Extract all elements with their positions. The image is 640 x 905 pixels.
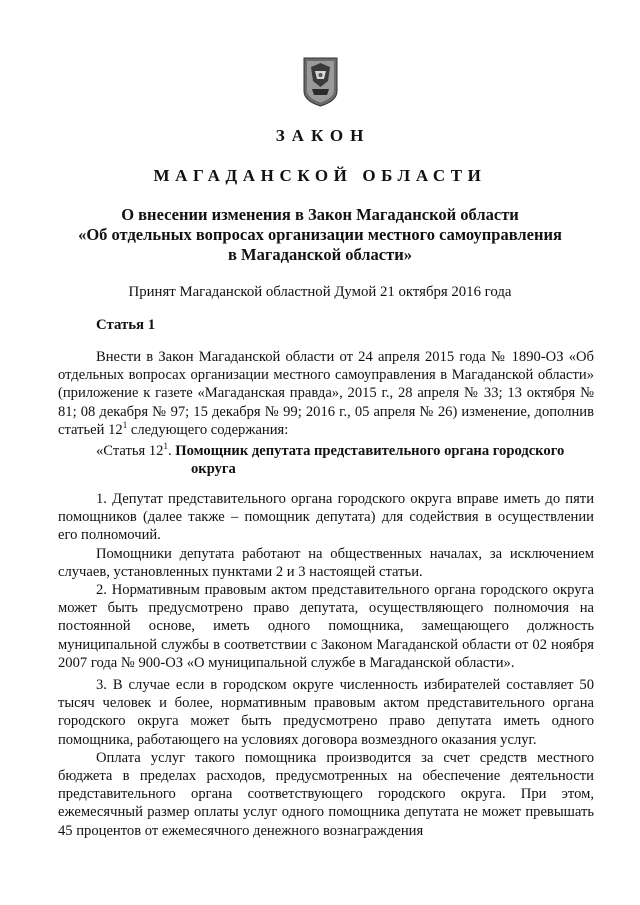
new-article-title-line: округа <box>191 461 236 478</box>
list-item: Помощники депутата работают на общественных началах, за исключением случаев, установленных пунктами 2 и 3 настоящей статьи. <box>58 545 594 580</box>
law-title-line: «Об отдельных вопросах организации местного самоуправления <box>78 225 562 244</box>
list-item: Оплата услуг такого помощника производится за счет средств местного бюджета в пределах расходов, предусмотренных на обеспечение деятельности представительного органа соответствующего городского округа. При этом, ежемесячный размер оплаты услуг одного помощника депутата не может превышать 45 процентов от ежемесячного денежного вознаграждения <box>58 749 594 839</box>
intro-paragraph: Внести в Закон Магаданской области от 24 апреля 2015 года № 1890-ОЗ «Об отдельных вопросах организации местного самоуправления в Магаданской области» (приложение к газете «Магаданская правда», 2015 г., 28 апреля № 33; 13 октября № 81; 08 декабря № 97; 15 декабря № 99; 2016 г., 05 апреля № 26) изменение, дополнив статьей $12^1$ следующего содержания: <box>58 349 594 438</box>
region-title: МАГАДАНСКОЙ ОБЛАСТИ <box>153 166 487 185</box>
list-item: 2. Нормативным правовым актом представительного органа городского округа может быть предусмотрено право депутата, осуществляющего полномочия на постоянной основе, иметь одного помощника, замещающего должность муниципальной службы в соответствии с Законом Магаданской области от 02 ноября 2007 года № 900-ОЗ «О муниципальной службе в Магаданской области». <box>58 582 594 671</box>
adoption-note: Принят Магаданской областной Думой 21 октября 2016 года <box>128 284 512 300</box>
new-article-title <box>58 442 594 478</box>
law-title-line: О внесении изменения в Закон Магаданской области <box>121 205 519 224</box>
law-title <box>60 205 580 265</box>
law-title-line: в Магаданской области» <box>228 245 412 264</box>
article-body <box>58 490 594 840</box>
coat-of-arms-icon <box>303 57 338 107</box>
document-type: ЗАКОН <box>275 126 371 145</box>
list-item: 1. Депутат представительного органа городского округа вправе иметь до пяти помощников (далее также – помощник депутата) для содействия в осуществлении его полномочий. <box>58 491 594 544</box>
new-article-title-line: «Статья $12^1$. Помощник депутата представительного органа городского <box>96 441 565 459</box>
list-item: 3. В случае если в городском округе численность избирателей составляет 50 тысяч человек и более, нормативным правовым актом представительного органа городского округа может быть предусмотрено право депутата иметь одного помощника, работающего на условиях договора возмездного оказания услуг. <box>58 677 594 748</box>
article-intro <box>58 348 594 439</box>
article-heading: Статья 1 <box>96 317 156 333</box>
